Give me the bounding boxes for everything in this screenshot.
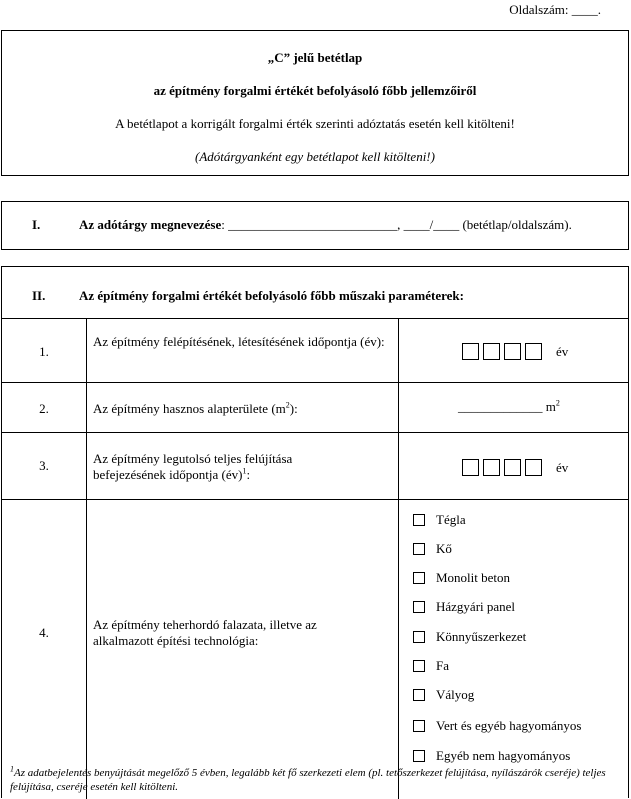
renovation-year-field[interactable] <box>462 459 568 476</box>
row-2-description: Az építmény hasznos alapterülete $(m^2)$: <box>93 400 298 416</box>
page-number-label: Oldalszám: ____. <box>509 2 601 17</box>
checkbox[interactable] <box>413 543 425 555</box>
checkbox[interactable] <box>413 660 425 672</box>
floor-area-field[interactable]: _____________ $m^2$ <box>458 398 560 414</box>
option-monolit-beton[interactable]: Monolit beton <box>413 570 510 586</box>
checkbox[interactable] <box>413 689 425 701</box>
construction-year-field[interactable] <box>462 343 568 360</box>
checkbox[interactable] <box>413 572 425 584</box>
section-2-title: Az építmény forgalmi értékét befolyásoló főbb műszaki paraméterek: <box>79 288 464 303</box>
row-1-description: Az építmény felépítésének, létesítésének időpontja (év): <box>93 334 385 349</box>
section-1-box <box>1 201 629 250</box>
section-1-label: Az adótárgy megnevezése <box>79 217 222 232</box>
form-instruction: A betétlapot a korrigált forgalmi érték szerinti adóztatás esetén kell kitölteni! <box>115 116 515 131</box>
section-2-number: II. <box>32 288 46 303</box>
option-egyeb-nem-hagyomanyos[interactable]: Egyéb nem hagyományos <box>413 748 570 764</box>
row-4-description: Az építmény teherhordó falazata, illetve az alkalmazott építési technológia: <box>93 617 317 648</box>
checkbox[interactable] <box>413 720 425 732</box>
header-box <box>1 30 629 176</box>
section-1-number: I. <box>32 217 41 232</box>
divider <box>398 318 399 799</box>
option-vert-es-egyeb[interactable]: Vert és egyéb hagyományos <box>413 718 582 734</box>
section-2-table <box>1 266 629 798</box>
row-3-description: Az építmény legutolsó teljes felújítása befejezésének időpontja (év)$^1$: <box>93 451 293 482</box>
row-1-number: 1. <box>39 344 49 359</box>
checkbox[interactable] <box>413 631 425 643</box>
row-2-number: 2. <box>39 401 49 416</box>
divider <box>2 318 628 319</box>
digit-box[interactable] <box>483 459 500 476</box>
digit-box[interactable] <box>483 343 500 360</box>
divider <box>2 382 628 383</box>
object-name-field[interactable]: : __________________________, ____/____ (betétlap/oldalszám). <box>221 217 572 232</box>
form-note: (Adótárgyanként egy betétlapot kell kitölteni!) <box>195 149 435 164</box>
checkbox[interactable] <box>413 601 425 613</box>
checkbox[interactable] <box>413 750 425 762</box>
row-3-number: 3. <box>39 458 49 473</box>
year-unit: év <box>556 343 569 359</box>
digit-box[interactable] <box>525 343 542 360</box>
divider <box>2 432 628 433</box>
footnote: $^1$Az adatbejelentés benyújtását megelőző 5 évben, legalább két fő szerkezeti elem (pl. tetőszerkezet felújítása, nyílászárók cseréje) teljes felújítása, cseréje esetén kell kitölteni. <box>10 764 606 793</box>
option-ko[interactable]: Kő <box>413 541 452 557</box>
digit-box[interactable] <box>504 343 521 360</box>
digit-box[interactable] <box>462 459 479 476</box>
option-fa[interactable]: Fa <box>413 658 449 674</box>
digit-box[interactable] <box>525 459 542 476</box>
option-konnyuszerkezet[interactable]: Könnyűszerkezet <box>413 629 526 645</box>
form-title: „C” jelű betétlap <box>267 50 363 65</box>
year-unit: év <box>556 459 569 475</box>
row-4-number: 4. <box>39 625 49 640</box>
form-subtitle: az építmény forgalmi értékét befolyásoló főbb jellemzőiről <box>153 83 477 98</box>
option-hazgyari-panel[interactable]: Házgyári panel <box>413 599 515 615</box>
checkbox[interactable] <box>413 514 425 526</box>
digit-box[interactable] <box>504 459 521 476</box>
divider <box>86 318 87 799</box>
option-tegla[interactable]: Tégla <box>413 512 466 528</box>
option-valyog[interactable]: Vályog <box>413 687 474 703</box>
section-1-text <box>79 217 572 233</box>
digit-box[interactable] <box>462 343 479 360</box>
divider <box>2 499 628 500</box>
